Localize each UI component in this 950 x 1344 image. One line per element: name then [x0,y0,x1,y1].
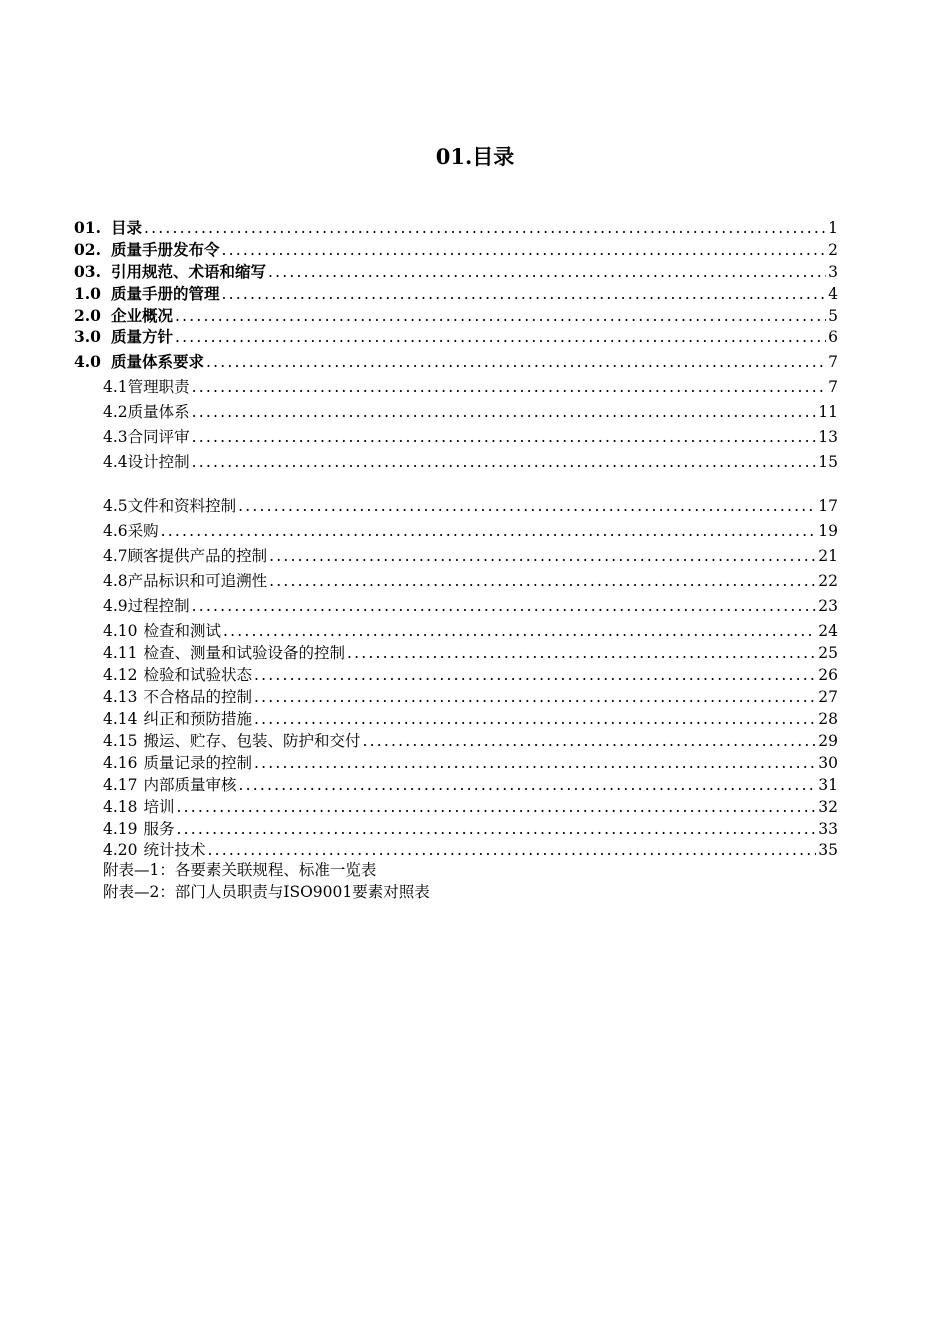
toc-entry-page: 17 [818,497,838,515]
dot-leader [239,775,817,795]
dot-leader [254,753,816,773]
dot-leader [192,452,817,472]
toc-entry-page: 24 [818,622,838,640]
dot-leader [254,665,816,685]
toc-entry-4-12[interactable] [103,663,838,685]
toc-entry-page: 33 [818,820,838,838]
toc-entry-page: 30 [818,754,838,772]
toc-entry-page: 13 [818,428,838,446]
toc-entry-1-0[interactable] [74,282,838,304]
toc-entry-4-15[interactable] [103,729,838,751]
dot-leader [144,218,826,238]
toc-entry-title: 产品标识和可追溯性 [127,572,268,590]
toc-entry-title: 合同评审 [127,428,190,446]
dot-leader [238,496,816,516]
dot-leader [347,643,816,663]
dot-leader [363,731,817,751]
toc-entry-page: 15 [818,453,838,471]
toc-entry-page: 7 [828,353,838,371]
toc-entry-page: 7 [828,378,838,396]
toc-entry-4-13[interactable] [103,685,838,707]
toc-entry-number: 01. [74,218,101,237]
toc-entry-title: 质量体系 [127,403,190,421]
toc-entry-title: 过程控制 [127,597,190,615]
dot-leader [192,377,826,397]
toc-entry-title: 培训 [143,798,175,816]
toc-entry-title: 质量记录的控制 [143,754,253,772]
dot-leader [221,284,826,304]
toc-entry-number: 4.6 [103,522,128,540]
toc-entry-number: 4.20 [103,841,138,859]
appendix-1[interactable]: 附表—1：各要素关联规程、标准一览表 [103,861,377,879]
toc-entry-4-8[interactable] [103,569,838,591]
toc-entry-4-17[interactable] [103,773,838,795]
toc-entry-4-7[interactable] [103,544,838,566]
toc-entry-number: 4.11 [103,644,138,662]
toc-entry-4-6[interactable] [103,519,838,541]
toc-entry-title: 检查、测量和试验设备的控制 [143,644,346,662]
appendix-2[interactable]: 附表—2：部门人员职责与ISO9001要素对照表 [103,883,430,901]
toc-entry-4-20[interactable] [103,838,838,860]
page-title: 01.目录 [435,144,515,169]
toc-entry-title: 目录 [110,218,142,237]
toc-entry-3-0[interactable] [74,325,838,347]
toc-entry-number: 4.10 [103,622,138,640]
toc-entry-title: 检验和试验状态 [143,666,253,684]
toc-entry-number: 4.9 [103,597,128,615]
dot-leader [175,306,826,326]
dot-leader [177,819,817,839]
dot-leader [269,546,816,566]
toc-entry-02[interactable] [74,238,838,260]
toc-entry-page: 19 [818,522,838,540]
toc-entry-4-10[interactable] [103,619,838,641]
toc-entry-number: 2.0 [74,306,101,325]
toc-entry-page: 35 [818,841,838,859]
toc-entry-title: 不合格品的控制 [143,688,253,706]
toc-entry-page: 5 [828,307,838,325]
toc-entry-4-3[interactable] [103,425,838,447]
toc-entry-title: 企业概况 [110,306,173,325]
toc-entry-01[interactable] [74,216,838,238]
toc-entry-number: 4.1 [103,378,128,396]
toc-entry-title: 内部质量审核 [143,776,237,794]
toc-entry-number: 3.0 [74,327,101,346]
dot-leader [206,352,826,372]
toc-entry-title: 纠正和预防措施 [143,710,253,728]
dot-leader [177,797,817,817]
toc-entry-number: 4.4 [103,453,128,471]
toc-entry-number: 4.7 [103,547,128,565]
dot-leader [192,402,817,422]
dot-leader [161,521,817,541]
toc-entry-2-0[interactable] [74,304,838,326]
toc-entry-page: 22 [818,572,838,590]
toc-entry-4-14[interactable] [103,707,838,729]
dot-leader [192,596,817,616]
toc-entry-number: 1.0 [74,284,101,303]
toc-entry-number: 03. [74,262,101,281]
toc-entry-page: 26 [818,666,838,684]
toc-entry-page: 29 [818,732,838,750]
toc-entry-title: 顾客提供产品的控制 [127,547,268,565]
toc-entry-title: 管理职责 [127,378,190,396]
toc-entry-page: 25 [818,644,838,662]
toc-entry-number: 4.5 [103,497,128,515]
toc-entry-title: 文件和资料控制 [127,497,237,515]
toc-entry-number: 4.18 [103,798,138,816]
toc-entry-title: 服务 [143,820,175,838]
toc-entry-title: 质量体系要求 [110,352,204,371]
dot-leader [254,709,816,729]
toc-entry-4-16[interactable] [103,751,838,773]
toc-entry-page: 27 [818,688,838,706]
toc-entry-number: 4.8 [103,572,128,590]
dot-leader [192,427,817,447]
toc-entry-number: 4.2 [103,403,128,421]
toc-entry-page: 28 [818,710,838,728]
toc-entry-03[interactable] [74,260,838,282]
toc-entry-title: 检查和测试 [143,622,222,640]
toc-entry-number: 4.19 [103,820,138,838]
toc-entry-number: 4.17 [103,776,138,794]
toc-entry-4-5[interactable] [103,494,838,516]
toc-entry-number: 4.12 [103,666,138,684]
toc-entry-page: 2 [828,241,838,259]
toc-entry-page: 11 [818,403,838,421]
toc-entry-page: 6 [828,328,838,346]
toc-entry-number: 4.3 [103,428,128,446]
toc-entry-title: 设计控制 [127,453,190,471]
toc-entry-4-11[interactable] [103,641,838,663]
toc-entry-title: 搬运、贮存、包装、防护和交付 [143,732,361,750]
toc-entry-page: 31 [818,776,838,794]
toc-entry-title: 引用规范、术语和缩写 [110,262,266,281]
dot-leader [175,327,826,347]
toc-entry-4-9[interactable] [103,594,838,616]
toc-entry-4-19[interactable] [103,817,838,839]
toc-entry-4-2[interactable] [103,400,838,422]
toc-entry-number: 4.16 [103,754,138,772]
toc-entry-4-1[interactable] [103,375,838,397]
toc-entry-title: 统计技术 [143,841,206,859]
toc-entry-page: 1 [828,219,838,237]
dot-leader [254,687,816,707]
toc-entry-page: 21 [818,547,838,565]
dot-leader [208,840,817,860]
toc-entry-title: 质量方针 [110,327,173,346]
dot-leader [269,571,816,591]
toc-entry-number: 4.14 [103,710,138,728]
toc-entry-number: 4.0 [74,352,101,371]
dot-leader [223,621,816,641]
toc-entry-4-0[interactable] [74,350,838,372]
toc-entry-title: 质量手册发布令 [110,240,220,259]
toc-entry-4-18[interactable] [103,795,838,817]
toc-entry-4-4[interactable] [103,450,838,472]
toc-entry-number: 4.15 [103,732,138,750]
toc-entry-page: 23 [818,597,838,615]
toc-entry-page: 3 [828,263,838,281]
toc-entry-number: 4.13 [103,688,138,706]
toc-entry-page: 4 [828,285,838,303]
toc-entry-title: 质量手册的管理 [110,284,220,303]
dot-leader [221,240,826,260]
toc-entry-page: 32 [818,798,838,816]
dot-leader [268,262,826,282]
toc-entry-title: 采购 [127,522,159,540]
toc-entry-number: 02. [74,240,101,259]
